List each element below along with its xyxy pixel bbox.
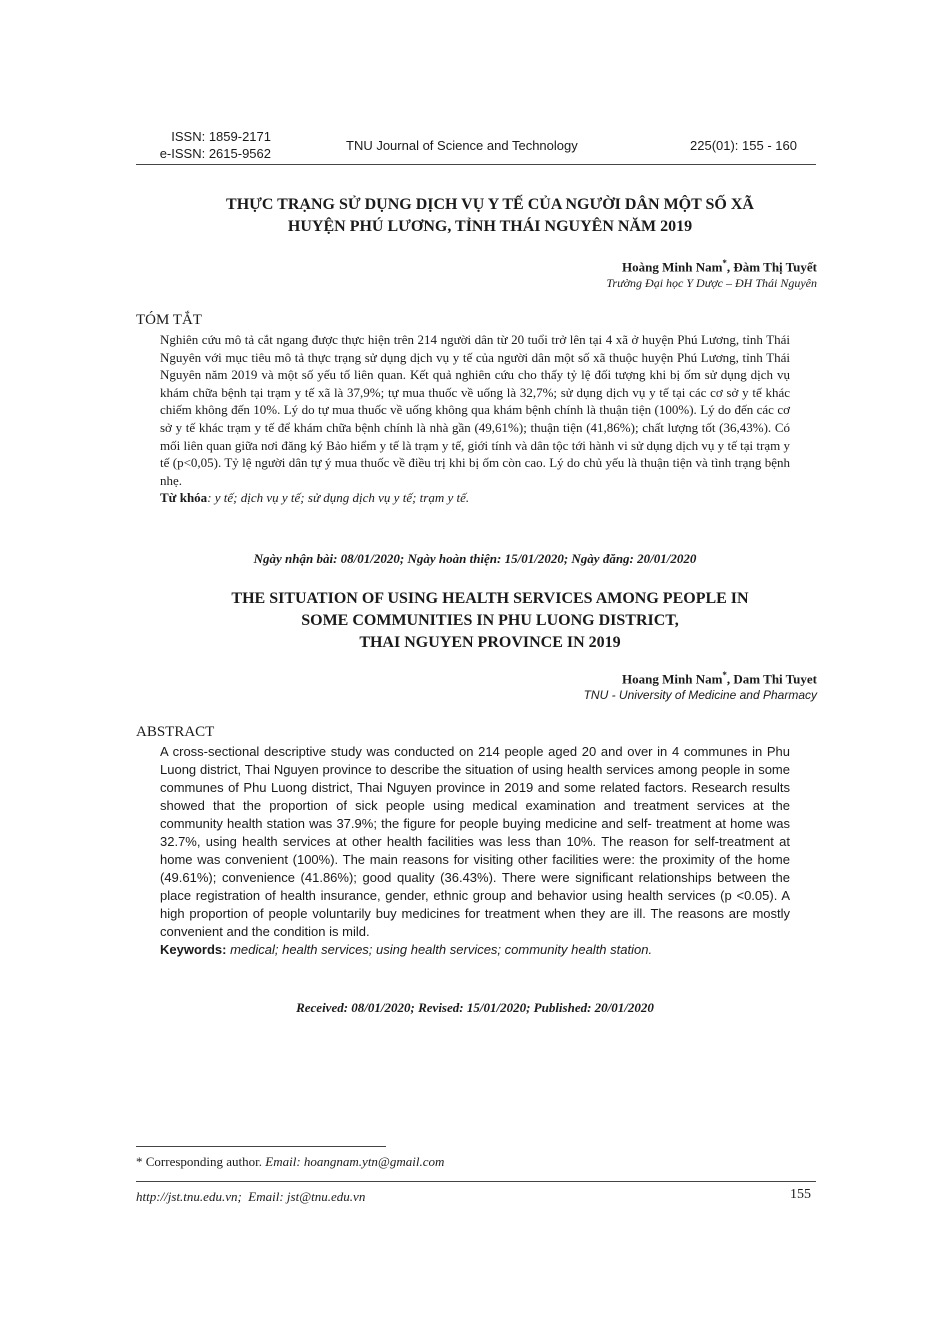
issn: ISSN: 1859-2171 [171, 129, 271, 144]
footnote [136, 1154, 444, 1170]
en-keywords [160, 941, 790, 959]
vi-title-line-1: THỰC TRẠNG SỬ DỤNG DỊCH VỤ Y TẾ CỦA NGƯỜI DÂN MỘT SỐ XÃ [226, 196, 754, 213]
page-number: 155 [790, 1187, 811, 1202]
eissn: e-ISSN: 2615-9562 [159, 146, 271, 161]
en-title-line-1: THE SITUATION OF USING HEALTH SERVICES AMONG PEOPLE IN [231, 590, 749, 607]
vi-keywords-label: Từ khóa [160, 490, 208, 506]
en-section-heading: ABSTRACT [136, 724, 215, 740]
en-title [140, 588, 840, 654]
vi-author-1: Hoàng Minh Nam [622, 259, 723, 275]
footnote-email: hoangnam.ytn@gmail.com [300, 1154, 445, 1169]
en-author-2: , Dam Thi Tuyet [726, 671, 817, 687]
en-dates: Received: 08/01/2020; Revised: 15/01/2020; Published: 20/01/2020 [296, 1000, 654, 1015]
vi-abstract-text: Nghiên cứu mô tả cắt ngang được thực hiện trên 214 người dân từ 20 tuổi trở lên tại 4 xã ở huyện Phú Lương, tỉnh Thái Nguyên với mục tiêu mô tả thực trạng sử dụng dịch vụ y tế của người dân một số xã thuộc huyện Phú Lương, tỉnh Thái Nguyên năm 2019 và một số yếu tố liên quan. Kết quả nghiên cứu cho thấy tỷ lệ đối tượng khi bị ốm sử dụng dịch vụ khám chữa bệnh tại trạm y tế xã là 37,9%; tự mua thuốc về uống là 32,7%; sử dụng dịch vụ y tế tại các cơ sở y tế khác chiếm không đến 10%. Lý do tự mua thuốc về uống không qua khám bệnh chính là thuận tiện (100%). Lý do đến các cơ sở y tế khác trạm y tế để khám chữa bệnh chính là nhà gần (49,61%); thuận tiện (41,86%); chất lượng tốt (36,43%). Có mối liên quan giữa nơi đăng ký Bảo hiểm y tế là trạm y tế, giới tính và dân tộc tới hành vi sử dụng dịch vụ y tế tại trạm y tế (p<0,05). Tỷ lệ người dân tự ý mua thuốc về điều trị khi bị ốm còn cao. Lý do chủ yếu là thuận tiện và tình trạng bệnh nhẹ. [160, 332, 790, 488]
vi-title [140, 194, 840, 238]
vi-dates: Ngày nhận bài: 08/01/2020; Ngày hoàn thiện: 15/01/2020; Ngày đăng: 20/01/2020 [253, 551, 697, 566]
footnote-prefix: * Corresponding author. [136, 1154, 266, 1169]
vi-keywords-text: : y tế; dịch vụ y tế; sử dụng dịch vụ y tế; trạm y tế. [207, 490, 470, 506]
en-author-mark: * [722, 670, 727, 680]
footnote-divider [136, 1146, 386, 1147]
journal-name: TNU Journal of Science and Technology [346, 138, 578, 153]
vi-section-heading: TÓM TẮT [136, 312, 202, 328]
footnote-email-label: Email: [265, 1154, 301, 1169]
en-abstract-text: A cross-sectional descriptive study was conducted on 214 people aged 20 and over in 4 communes in Phu Luong district, Thai Nguyen province to describe the situation of using health services among people in some communes of Phu Luong district, Thai Nguyen province in 2019 and some related factors. Research results showed that the proportion of sick people using medical examination and treatment services at the community health station was 37.9%; the figure for people buying medicine and self- treatment at home was 32.7%, using health services at other health facilities was less than 10%. The reason for self-treatment at home was convenient (100%). The main reasons for visiting other facilities were: the proximity of the home (49.61%); convenience (41.86%); good quality (36.43%). There were significant relationships between the place registration of health insurance, gender, ethnic group and behavior using health services (p <0.05). A high proportion of people voluntarily buy medicines for treatment when they are ill. The reasons are mostly convenient and the condition is mild. [160, 744, 790, 939]
en-keywords-label: Keywords: [160, 942, 227, 957]
vi-title-line-2: HUYỆN PHÚ LƯƠNG, TỈNH THÁI NGUYÊN NĂM 2019 [287, 218, 693, 235]
volume-pages: 225(01): 155 - 160 [690, 138, 797, 153]
header-divider [136, 164, 816, 165]
en-title-line-2: SOME COMMUNITIES IN PHU LUONG DISTRICT, [301, 612, 679, 629]
en-authors [622, 670, 817, 687]
en-keywords-text: medical; health services; using health services; community health station. [226, 942, 653, 957]
en-abstract [160, 743, 790, 959]
vi-abstract [160, 331, 790, 507]
vi-affiliation: Trường Đại học Y Dược – ĐH Thái Nguyên [606, 276, 817, 290]
en-author-1: Hoang Minh Nam [622, 671, 723, 687]
en-affiliation: TNU - University of Medicine and Pharmacy [583, 688, 817, 702]
vi-author-2: , Đàm Thị Tuyết [726, 259, 817, 275]
en-title-line-3: THAI NGUYEN PROVINCE IN 2019 [359, 634, 621, 651]
issn-block [143, 128, 271, 162]
vi-author-mark: * [722, 258, 727, 268]
vi-authors [622, 258, 817, 275]
footer-links: http://jst.tnu.edu.vn; Email: jst@tnu.edu.vn [136, 1189, 366, 1204]
vi-keywords [160, 489, 790, 507]
footer-divider [136, 1181, 816, 1182]
